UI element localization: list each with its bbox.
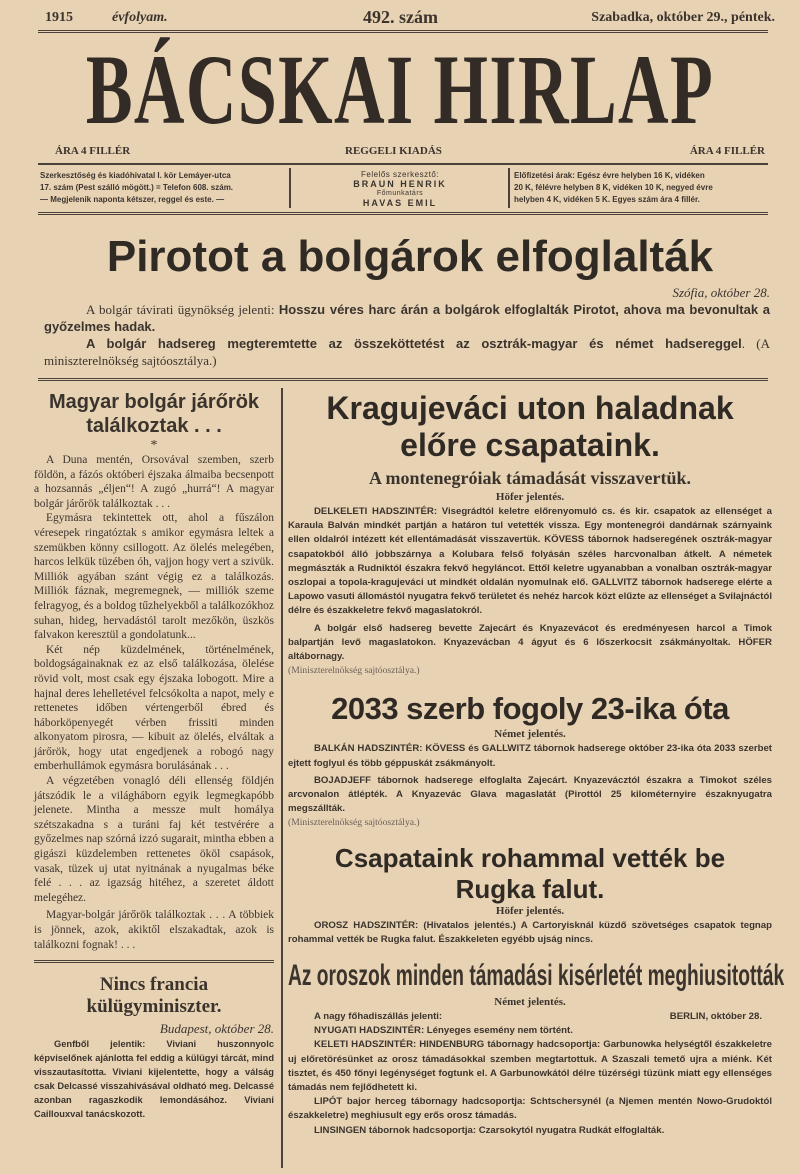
- article-headline: Kragujeváci uton haladnak: [326, 390, 734, 426]
- subscription-line: helyben 4 K, vidéken 5 K. Egyes szám ára 4 fillér.: [514, 195, 700, 204]
- paragraph: A Duna mentén, Orsovával szemben, szerb földön, a fázós októberi éjszaka álmaiba becsenpott a hozsannás „éljen“! A zugó „hurrá“! A magyar bolgár járőrök találkoztak . . .: [34, 454, 274, 510]
- main-bold-text: A bolgár hadsereg megteremtette az összeköttetést az osztrák-magyar és német hadsereggel: [86, 336, 742, 351]
- subscription-line: Előfizetési árak: Egész évre helyben 16 K, vidéken: [514, 171, 705, 180]
- article-headline: Rugka falut.: [455, 873, 605, 904]
- volume-label: évfolyam.: [112, 10, 168, 25]
- article-headline: előre csapataink.: [400, 427, 660, 463]
- article-body: Genfből jelentik: Viviani huszonnyolc képviselőnek ajánlotta fel eddig a külügyi tárcát, mind visszautasította. Viviani kijelentette, hogy a válság csak Delcassé visszahivásával oldható meg. Delcassé azonban ragaszkodik lemondásához. Viviani Caillouxval tanácskozott.: [34, 1039, 274, 1120]
- paragraph: Két nép küzdelmének, történelmének, boldogságainaknak ez az első találkozása, ölelése rövid volt, most csak egy éjszaka lobogott. Mire a hajnal deres lehelletével felcsókolta a napot, mely e rettenetes időben vértengerből ébred és háborköpenyegét vérben frissiti minden alkonyatom pirosra, — kibuit az ölelés, elváltak a járőrök, hogy utat engedjenek a robogó nagy emberhullámok egymásra borulásának . . .: [34, 643, 274, 773]
- editor-label: Felelős szerkesztő:: [361, 170, 439, 179]
- issue-info-line: [45, 7, 775, 28]
- article-headline-wrap: [288, 959, 785, 993]
- coeditor-label: Főmunkatárs: [376, 190, 424, 197]
- column-divider: [281, 388, 283, 1168]
- editor-name: BRAUN HENRIK: [353, 178, 447, 189]
- article-headline: Magyar bolgár járőrök találkoztak . . .: [48, 391, 260, 437]
- right-column: [288, 390, 785, 1138]
- article-french-minister: [34, 974, 274, 1121]
- article-body: [288, 742, 772, 830]
- section-rule: [38, 378, 768, 382]
- article-headline: Csapataink rohammal vették be: [334, 842, 726, 873]
- issue-date: Szabadka, október 29., péntek.: [591, 10, 775, 25]
- editors-info: [300, 170, 500, 208]
- article-rugka: [288, 843, 772, 947]
- office-info: [40, 170, 286, 206]
- article-prisoners: [288, 690, 772, 830]
- article-dateline: BERLIN, október 28.: [669, 1011, 762, 1023]
- report-label: Német jelentés.: [494, 996, 566, 1009]
- report-label: Német jelentés.: [494, 728, 566, 741]
- paragraph: Magyar-bolgár járőrök találkoztak . . . A többiek is jönnek, azok, akiktől elszakadtak, azok is találkozni fognak! . . .: [34, 909, 274, 951]
- paragraph: NYUGATI HADSZINTÉR: Lényeges esemény nem történt.: [314, 1025, 573, 1037]
- divider: [289, 168, 291, 208]
- article-subhead: A montenegróiak támadását visszavertük.: [369, 468, 691, 488]
- article-rule: [34, 960, 274, 964]
- source-note: (Miniszterelnökség sajtóosztálya.): [288, 817, 420, 829]
- paragraph: A végzetében vonagló déli ellenség földjén játszódik le a világháborn egyik legmegkapóbb jelenete. Mintha a messze mult homálya szétszakadna s a turáni faj két testvérére a győzelmes nap szórná izzó sugarait, mintha ebben a gigászi küzdelemben rettenetes ököl csapások, vasak, tüzek uj utat nyitnának a nyugalmas béke felé . . . az igazság hitéhez, a szeretet áldott melegéhez.: [34, 775, 274, 904]
- office-line: 17. szám (Pest szálló mögött.) = Telefon 608. szám.: [40, 183, 234, 192]
- article-body: [288, 1010, 772, 1138]
- paragraph: BALKÁN HADSZINTÉR: KÖVESS és GALLWITZ tábornok hadserege október 23-ika óta 2033 szerbet ejtett foglyul és több géppuskát zsákmányolt.: [288, 743, 772, 769]
- paragraph: Egymásra tekintettek ott, ahol a fűszálon véresepek ringatóztak s amikor egymásra leltek a szemükben könny csillogott. Az ölelés melegében, harcos lelkük tüzében óh, vajjon hogy vert a szivük. Milliók agyában szánt végig ez a találkozás. Milliók fáznak, megremegnek, — milliók szeme felragyog, és a boldog tűzhelyekből a találkozókhoz suhan, hideg, hervadástól tarolt mezőkön, üszkös falvakon keresztül a gondolatunk...: [34, 512, 274, 642]
- price-right: ÁRA 4 FILLÉR: [689, 145, 765, 157]
- main-dateline: Szófia, október 28.: [672, 285, 770, 300]
- paragraph: BOJADJEFF tábornok hadserege elfoglalta Zajecárt. Knyazevácztól északra a Timokot széles arcvonalon átlépték. A Knyazevác Glava magaslatát (Pirottól 25 kilométernyire északnyugatra megszállták.: [288, 774, 772, 815]
- article-body: OROSZ HADSZINTÉR: (Hivatalos jelentés.) A Cartoryisknál küzdő szövetséges csapatok tegnap rohammal vették be Rugka falut. Északkeleten egyébb ujság nincs.: [288, 919, 772, 945]
- paragraph: LINSINGEN tábornok hadcsoportja: Czarsokytól nyugatra Rudkát elfoglalták.: [314, 1124, 665, 1136]
- masthead-bottom-rule: [38, 212, 768, 216]
- paragraph: KELETI HADSZINTÉR: HINDENBURG tábornagy hadcsoportja: Garbunowka helységtől északkeletre uj előretörésünket az orosz támadásokkal szemben megtartottuk. A Szaszali temető ujra a miénk. Két tisztet, és 450 főnyi legénységet fogtunk el. A Garbunowkától délre tüzérségi tüzünk miatt egy ellenséges támadás nem fejlődhetett ki.: [288, 1039, 772, 1094]
- divider: [508, 168, 510, 208]
- article-headline: 2033 szerb fogoly 23-ika óta: [331, 691, 729, 727]
- report-label: Höfer jelentés.: [495, 904, 565, 917]
- source-note: (Miniszterelnökség sajtóosztálya.): [288, 665, 420, 677]
- year: 1915: [45, 10, 73, 25]
- edition-label: REGGELI KIADÁS: [345, 145, 442, 157]
- article-body: [288, 505, 772, 678]
- article-patrols: [34, 390, 274, 952]
- article-body: [34, 453, 274, 952]
- office-line: Szerkesztőség és kiadóhivatal I. kör Lemáyer-utca: [40, 171, 231, 180]
- main-bold-text: Hosszu véres harc árán a bolgárok elfoglalták Pirotot, ahova ma bevonultak a győzelmes hadak.: [44, 302, 770, 334]
- issue-number: 492. szám: [363, 7, 438, 27]
- article-kragujevac: [288, 390, 772, 678]
- newspaper-title: BÁCSKAI HIRLAP: [85, 34, 715, 145]
- article-dateline: Budapest, október 28.: [159, 1021, 274, 1037]
- article-russian-attacks: [288, 959, 785, 1138]
- left-column: [34, 390, 274, 1121]
- subscription-line: 20 K, félévre helyben 8 K, vidéken 10 K, negyed évre: [514, 183, 713, 192]
- masthead-subline: [45, 145, 775, 159]
- article-headline: Az oroszok minden támadási kisérletét meghiusitották: [288, 959, 785, 993]
- paragraph: LIPÓT bajor herceg tábornagy hadcsoportja: Schtschersynél (a Njemen mentén Nowo-Grudoktól északkeletre) meghiusult egy erős orosz támadás.: [288, 1096, 772, 1122]
- office-line: — Megjelenik naponta kétszer, reggel és este. —: [40, 195, 225, 204]
- paragraph: A bolgár első hadsereg bevette Zajecárt és Knyazevácot és eredményesen harcol a Timok balpartján levő magaslatokon. Knyazevácban 4 ágyut és 6 lőszerkocsit zsákmányoltak. HÖFER altábornagy.: [288, 622, 772, 663]
- main-source: . (A miniszterelnökség sajtóosztálya.): [44, 336, 770, 368]
- main-intro: A bolgár távirati ügynökség jelenti:: [86, 302, 275, 317]
- article-headline: Nincs francia külügyminiszter.: [86, 974, 222, 1018]
- masthead-rule: [38, 163, 768, 165]
- subscription-info: [514, 170, 776, 206]
- report-label: Höfer jelentés.: [495, 491, 565, 503]
- main-story-body: [44, 284, 770, 369]
- ornament: *: [150, 438, 158, 453]
- paragraph: DELKELETI HADSZINTÉR: Visegrádtól keletre előrenyomuló cs. és kir. csapatok az ellenséget a Karaula Balván mindkét partján a határon tul vetették vissza. Egy montenegrói dandárnak szárnyaink ellen oldalról intézett két ellentámadását visszavertük. KÖVESS tábornok hadseregének osztrák-magyar csapatokból álló jobbszárnya a Kolubara felső folyásán széles harcvonalban átkelt. A németek megmászták a Rudniktól északra fekvő hegyláncot. Ettől keletre ugyanabban a vonalban osztrák-magyar oszlopai a topola-kragujeváci ut mindkét oldalán nyomulnak elő. GALLVITZ tábornok hadserege elérte a Lapowo vasuti állomástól nyugatra fekvő területet és nehéz harcok közt elűzte az ellenséget a Svilajnáctól délre és északkeletre fekvő magaslatokról.: [288, 506, 772, 617]
- coeditor-name: HAVAS EMIL: [362, 197, 438, 208]
- price-left: ÁRA 4 FILLÉR: [55, 145, 131, 157]
- report-intro: A nagy főhadiszállás jelenti:: [314, 1011, 443, 1023]
- main-headline: Pirotot a bolgárok elfoglalták: [106, 232, 714, 281]
